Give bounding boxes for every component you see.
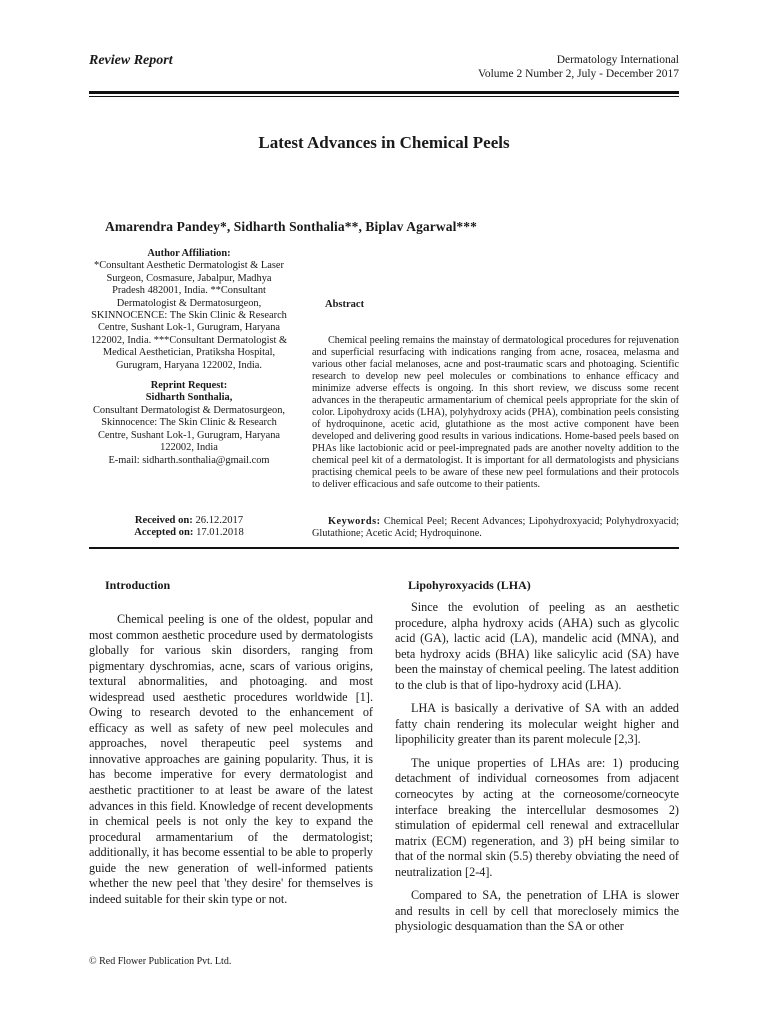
journal-info	[478, 53, 679, 81]
paper-title: Latest Advances in Chemical Peels	[258, 133, 510, 152]
lha-body	[395, 600, 679, 943]
footer-copyright: © Red Flower Publication Pvt. Ltd.	[89, 956, 232, 967]
keywords-label: Keywords:	[328, 516, 381, 527]
reprint-heading: Reprint Request:	[150, 380, 228, 392]
accepted-label: Accepted on:	[134, 527, 194, 539]
abstract-text: Chemical peeling remains the mainstay of dermatological procedures for rejuvenation and superficial resurfacing with indications ranging from acne, rosacea, melasma and various other facial melanoses, acne and post-traumatic scars and photoaging. Scientific research to develop new peel molecules or combinations to enhance efficacy and minimize adverse effects is ongoing. In this short review, we discuss some recent advances in the therapeutic armamentarium of chemical peels appropriate for the skin of color. Lipohydroxy acids (LHA), polyhydroxy acids (PHA), combination peels consisting of hydroquinone, acetic acid, glutathione as the most active component have been developed and delivering good results in various indications. Home-based peels based on PHAs like lactobionic acid or peel-impregnated pads are another novelty addition to the chemical peel kit of a dermatologist. It is important for all dermatologists and physicians practising chemical peels to be aware of these new peel formulations and their protocols to deliver efficacious and safe outcome to their patients.	[312, 335, 679, 490]
keywords	[312, 516, 679, 540]
introduction-heading: Introduction	[105, 578, 171, 592]
received-date: 26.12.2017	[195, 515, 244, 526]
lha-paragraph-2: LHA is basically a derivative of SA with an added fatty chain rendering its molecular weight higher and lipophilicity greater than its parent molecule [2,3].	[395, 701, 679, 747]
received-label: Received on:	[134, 515, 193, 526]
keywords-text: Chemical Peel; Recent Advances; Lipohydroxyacid; Polyhydroxyacid; Glutathione; Acetic Acid; Hydroquinone.	[312, 516, 680, 540]
affiliation-heading: Author Affiliation:	[147, 248, 231, 259]
lha-paragraph-1: Since the evolution of peeling as an aesthetic procedure, alpha hydroxy acids (AHA) such as glycolic acid (GA), lactic acid (LA), mandelic acid (MNA), and beta hydroxy acids (BHA) like salicylic acid (SA) have been the mainstay of chemical peeling. The latest addition to the club is that of lipo-hydroxy acid (LHA).	[395, 600, 679, 692]
header-rule-thick	[89, 91, 679, 94]
section-label: Review Report	[89, 53, 173, 68]
reprint-text: Consultant Dermatologist & Dermatosurgeon, Skinnocence: The Skin Clinic & Research Centre, Sushant Lok-1, Gurugram, Haryana 122002, India	[92, 404, 285, 454]
dates-block	[89, 515, 289, 540]
header-rule-thin	[89, 96, 679, 97]
affiliation-text: *Consultant Aesthetic Dermatologist & Laser Surgeon, Cosmasure, Jabalpur, Madhya Pradesh 482001, India. **Consultant Dermatologist & Dermatosurgeon, SKINNOCENCE: The Skin Clinic & Research Centre, Sushant Lok-1, Gurugram, Haryana 122002, India. ***Consultant Dermatologist & Medical Aesthetician, Pratiksha Hospital, Gurugram, Haryana 122002, India.	[90, 260, 288, 371]
section-rule	[89, 547, 679, 549]
accepted-date: 17.01.2018	[196, 527, 244, 539]
introduction-text: Chemical peeling is one of the oldest, popular and most common aesthetic procedure used by dermatologists globally for various skin disorders, ranging from pigmentary dyschromias, acne, scars of various origins, textural abnormalities, and photoaging. and most widespread used aesthetic procedures worldwide [1]. Owing to research devoted to the enhancement of efficacy as well as safety of new peel molecules and approaches, novel therapeutic peel systems and innovative approaches are gaining popularity. Thus, it is has become imperative for every dermatologist and aesthetic practitioner to at least be aware of the latest advances in this field. Knowledge of recent developments in chemical peels is not only the key to expand the procedural armamentarium of the dermatologist; additionally, it has become essential to be able to properly guide the new generation of well-informed patients whether the new peel that 'they desire' for themselves is indeed suitable for their skin type or not.	[89, 612, 373, 906]
author-affiliation	[89, 248, 289, 467]
reprint-email: E-mail: sidharth.sonthalia@gmail.com	[108, 454, 270, 466]
abstract-heading: Abstract	[325, 299, 365, 310]
volume-info: Volume 2 Number 2, July - December 2017	[478, 68, 679, 80]
authors: Amarendra Pandey*, Sidharth Sonthalia**, Biplav Agarwal***	[105, 219, 477, 234]
lha-heading: Lipohyroxyacids (LHA)	[408, 578, 531, 592]
lha-paragraph-3: The unique properties of LHAs are: 1) producing detachment of individual corneosomes from adjacent corneocytes by acting at the corneosome/corneocyte interface breaking the intercellular desmosomes 2) stimulation of epidermal cell renewal and extracellular matrix (ECM) regeneration, and 3) pH being similar to that of the normal skin (5.5) thereby obviating the need of neutralization [2-4].	[395, 755, 679, 879]
journal-name: Dermatology International	[556, 54, 679, 66]
reprint-name: Sidharth Sonthalia,	[145, 392, 233, 404]
lha-paragraph-4: Compared to SA, the penetration of LHA is slower and results in cell by cell that moreclosely mimics the physiologic desquamation than the SA or other	[395, 888, 679, 934]
